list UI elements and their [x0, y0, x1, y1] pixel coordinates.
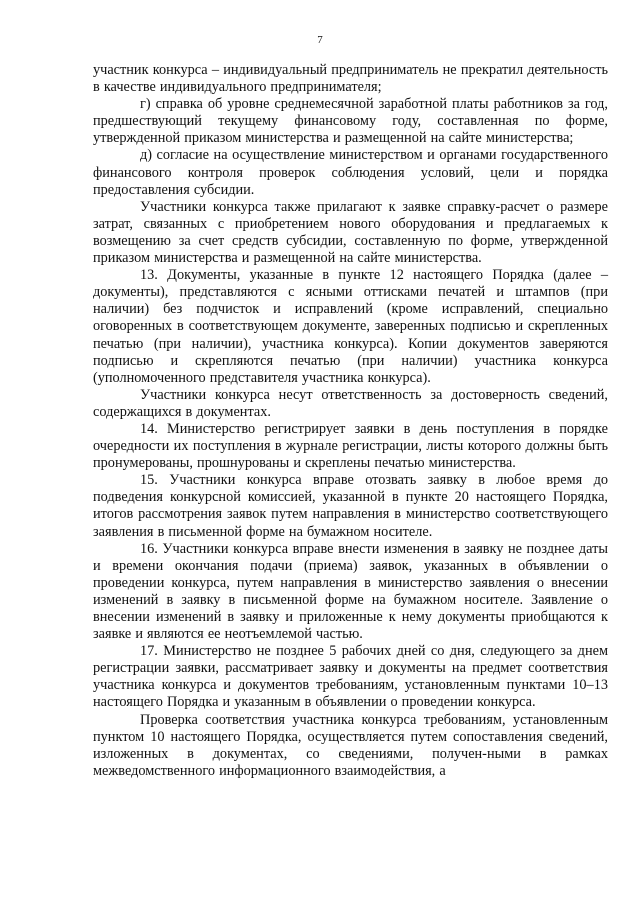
- paragraph-15: 15. Участники конкурса вправе отозвать заявку в любое время до подведения конкурсной комиссией, указанной в пункте 20 настоящего Порядка, итогов рассмотрения заявок путем направления в министерство соответствующего заявления в письменной форме на бумажном носителе.: [93, 472, 608, 540]
- paragraph-responsibility: Участники конкурса несут ответственность за достоверность сведений, содержащихся в документах.: [93, 386, 608, 420]
- paragraph-17: 17. Министерство не позднее 5 рабочих дней со дня, следующего за днем регистрации заявки, рассматривает заявку и документы на предмет соответствия участника конкурса и документов требованиям, установленным пунктами 10–13 настоящего Порядка и указанным в объявлении о проведении конкурса.: [93, 643, 608, 711]
- paragraph-continuation: участник конкурса – индивидуальный предприниматель не прекратил деятельность в качестве индивидуального предпринимателя;: [93, 62, 608, 96]
- paragraph-verification: Проверка соответствия участника конкурса требованиям, установленным пунктом 10 настоящего Порядка, осуществляется путем сопоставления сведений, изложенных в документах, со сведениями, получен-ными в рамках межведомственного информационного взаимодействия, а: [93, 711, 608, 779]
- paragraph-16: 16. Участники конкурса вправе внести изменения в заявку не позднее даты и времени окончания подачи (приема) заявок, указанных в объявлении о проведении конкурса, путем направления в министерство заявления о внесении изменений в заявку в письменной форме на бумажном носителе. Заявление о внесении изменений в заявку и приложенные к нему документы приобщаются к заявке и являются ее неотъемлемой частью.: [93, 540, 608, 643]
- paragraph-item-d: д) согласие на осуществление министерством и органами государственного финансового контроля проверок соблюдения условий, цели и порядка предоставления субсидии.: [93, 147, 608, 198]
- paragraph-expense-certificate: Участники конкурса также прилагают к заявке справку-расчет о размере затрат, связанных с приобретением нового оборудования и предлагаемых к возмещению за счет средств субсидии, составленную по форме, утвержденной приказом министерства и размещенной на сайте министерства.: [93, 198, 608, 267]
- body-text: [93, 62, 608, 780]
- paragraph-14: 14. Министерство регистрирует заявки в день поступления в порядке очередности их поступления в журнале регистрации, листы которого должны быть пронумерованы, прошнурованы и скреплены печатью министерства.: [93, 420, 608, 472]
- paragraph-13: 13. Документы, указанные в пункте 12 настоящего Порядка (далее – документы), представляются с ясными оттисками печатей и штампов (при наличии) без подчисток и исправлений (кроме исправлений, специально оговоренных в соответствующем документе, заверенных подписью и скрепленных печатью (при наличии), участника конкурса). Копии документов заверяются подписью и скрепляются печатью (при наличии) участника конкурса (уполномоченного представителя участника конкурса).: [93, 267, 608, 386]
- paragraph-item-g: г) справка об уровне среднемесячной заработной платы работников за год, предшествующий текущему финансовому году, составленная по форме, утвержденной приказом министерства и размещенной на сайте министерства;: [93, 96, 608, 147]
- page-number: 7: [317, 34, 323, 46]
